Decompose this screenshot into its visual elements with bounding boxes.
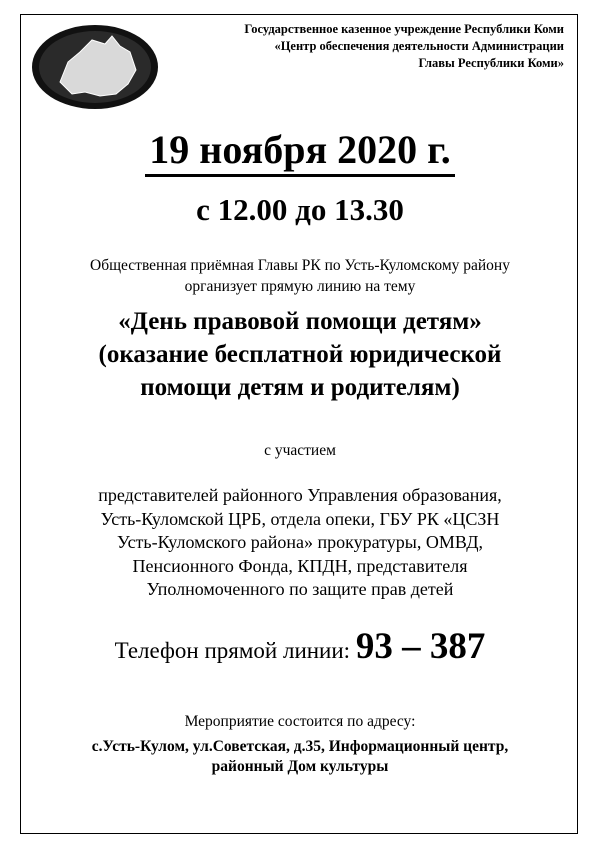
- participants-line: Пенсионного Фонда, КПДН, представителя: [132, 555, 468, 576]
- organizer-text: [0, 255, 600, 297]
- topic-line: (оказание бесплатной юридической: [98, 341, 502, 368]
- participation-label: с участием: [264, 442, 336, 459]
- org-line: Главы Республики Коми»: [418, 56, 564, 70]
- participants-line: Усть-Куломского района» прокуратуры, ОМВД,: [116, 532, 483, 552]
- participants-line: представителей районного Управления образования,: [98, 485, 502, 505]
- participants-line: Усть-Куломской ЦРБ, отдела опеки, ГБУ РК «ЦСЗН: [100, 508, 500, 529]
- org-line: «Центр обеспечения деятельности Администрации: [274, 39, 564, 53]
- event-date-block: [0, 128, 600, 177]
- participants-line: Уполномоченного по защите прав детей: [146, 579, 454, 599]
- event-topic: [0, 305, 600, 404]
- venue-intro: Мероприятие состоится по адресу:: [184, 713, 416, 730]
- org-line: Государственное казенное учреждение Республики Коми: [244, 22, 564, 36]
- organizer-line: Общественная приёмная Главы РК по Усть-Куломскому району: [90, 257, 510, 274]
- event-date: 19 ноября 2020 г.: [145, 128, 454, 177]
- phone-line: [0, 627, 600, 671]
- organization-logo: [30, 22, 160, 112]
- address-line: районный Дом культуры: [211, 758, 389, 775]
- phone-number: 93 – 387: [355, 626, 486, 667]
- phone-label: Телефон прямой линии:: [114, 638, 351, 663]
- event-time: с 12.00 до 13.30: [196, 192, 404, 227]
- address-line: с.Усть-Кулом, ул.Советская, д.35, Информационный центр,: [91, 738, 509, 755]
- organizer-line: организует прямую линию на тему: [184, 278, 416, 295]
- venue-address: [0, 737, 600, 777]
- participants-list: [0, 484, 600, 602]
- topic-line: помощи детям и родителям): [140, 374, 460, 401]
- organization-name: [164, 21, 564, 72]
- topic-line: «День правовой помощи детям»: [118, 308, 482, 335]
